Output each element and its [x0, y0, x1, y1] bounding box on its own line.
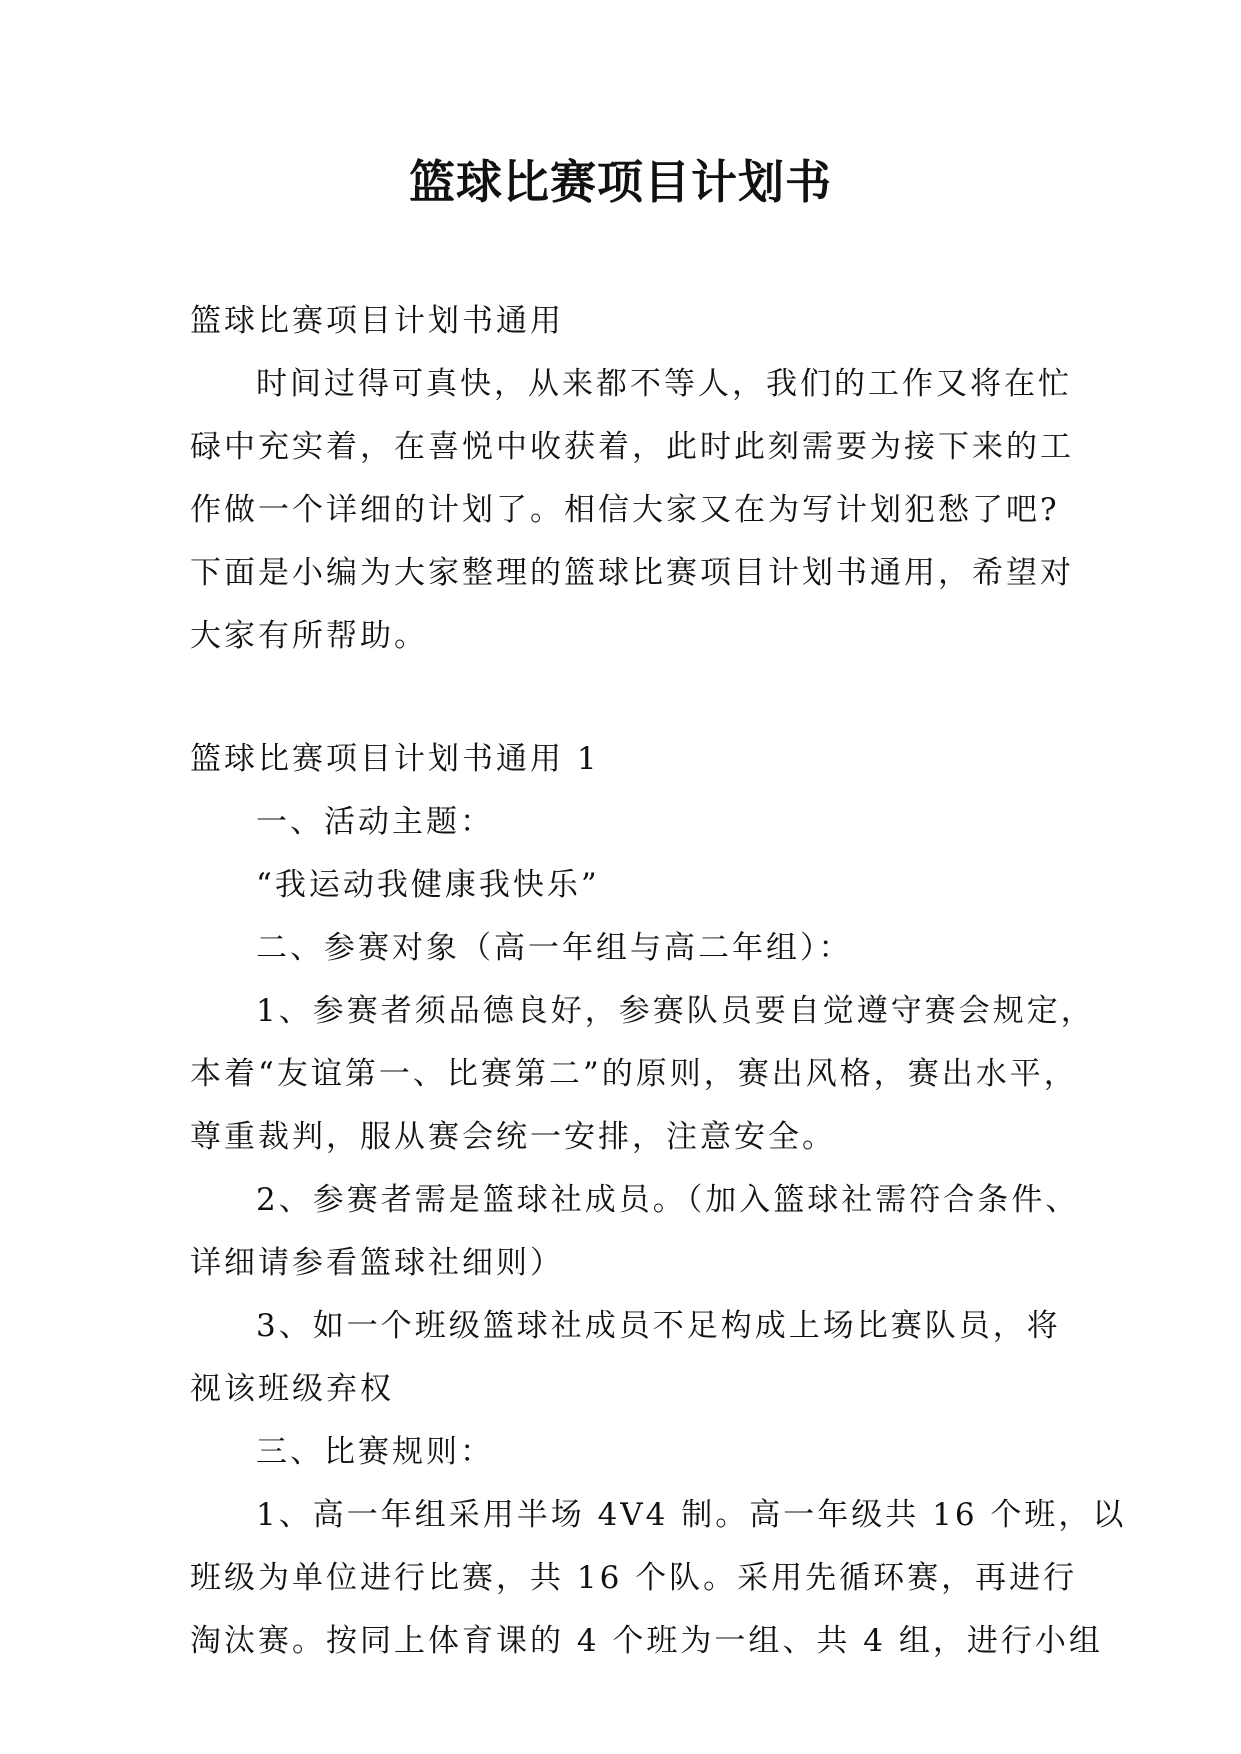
participant-rule-line: 1、参赛者须品德良好，参赛队员要自觉遵守赛会规定，	[256, 993, 1095, 1029]
document-body	[190, 290, 1127, 1673]
theme-slogan: “我运动我健康我快乐”	[256, 867, 600, 903]
participant-rule-line: 本着“友谊第一、比赛第二”的原则，赛出风格，赛出水平，	[190, 1056, 1078, 1092]
intro-paragraph-line: 时间过得可真快，从来都不等人，我们的工作又将在忙	[256, 366, 1072, 402]
participant-rule-line: 详细请参看篮球社细则）	[190, 1245, 564, 1281]
subtitle-line: 篮球比赛项目计划书通用	[190, 303, 564, 339]
section-gap	[190, 668, 1050, 728]
document-title: 篮球比赛项目计划书	[409, 155, 832, 209]
participant-rule-line: 3、如一个班级篮球社成员不足构成上场比赛队员，将	[256, 1308, 1061, 1344]
intro-paragraph-line: 碌中充实着，在喜悦中收获着，此时此刻需要为接下来的工	[190, 429, 1074, 465]
item-heading-participants: 二、参赛对象（高一年组与高二年组）：	[256, 930, 853, 966]
competition-rule-line: 淘汰赛。按同上体育课的 4 个班为一组、共 4 组，进行小组	[190, 1623, 1103, 1659]
section-heading: 篮球比赛项目计划书通用 1	[190, 741, 600, 777]
participant-rule-line: 2、参赛者需是篮球社成员。（加入篮球社需符合条件、	[256, 1182, 1080, 1218]
participant-rule-line: 尊重裁判，服从赛会统一安排，注意安全。	[190, 1119, 836, 1155]
intro-paragraph-line: 下面是小编为大家整理的篮球比赛项目计划书通用，希望对	[190, 555, 1074, 591]
item-heading-theme: 一、活动主题：	[256, 804, 494, 840]
intro-paragraph-line: 作做一个详细的计划了。相信大家又在为写计划犯愁了吧?	[190, 492, 1060, 528]
intro-paragraph-line: 大家有所帮助。	[190, 618, 428, 654]
item-heading-rules: 三、比赛规则：	[256, 1434, 494, 1470]
competition-rule-line: 1、高一年组采用半场 4V4 制。高一年级共 16 个班，以	[256, 1497, 1127, 1533]
competition-rule-line: 班级为单位进行比赛，共 16 个队。采用先循环赛，再进行	[190, 1560, 1078, 1596]
participant-rule-line: 视该班级弃权	[190, 1371, 394, 1407]
